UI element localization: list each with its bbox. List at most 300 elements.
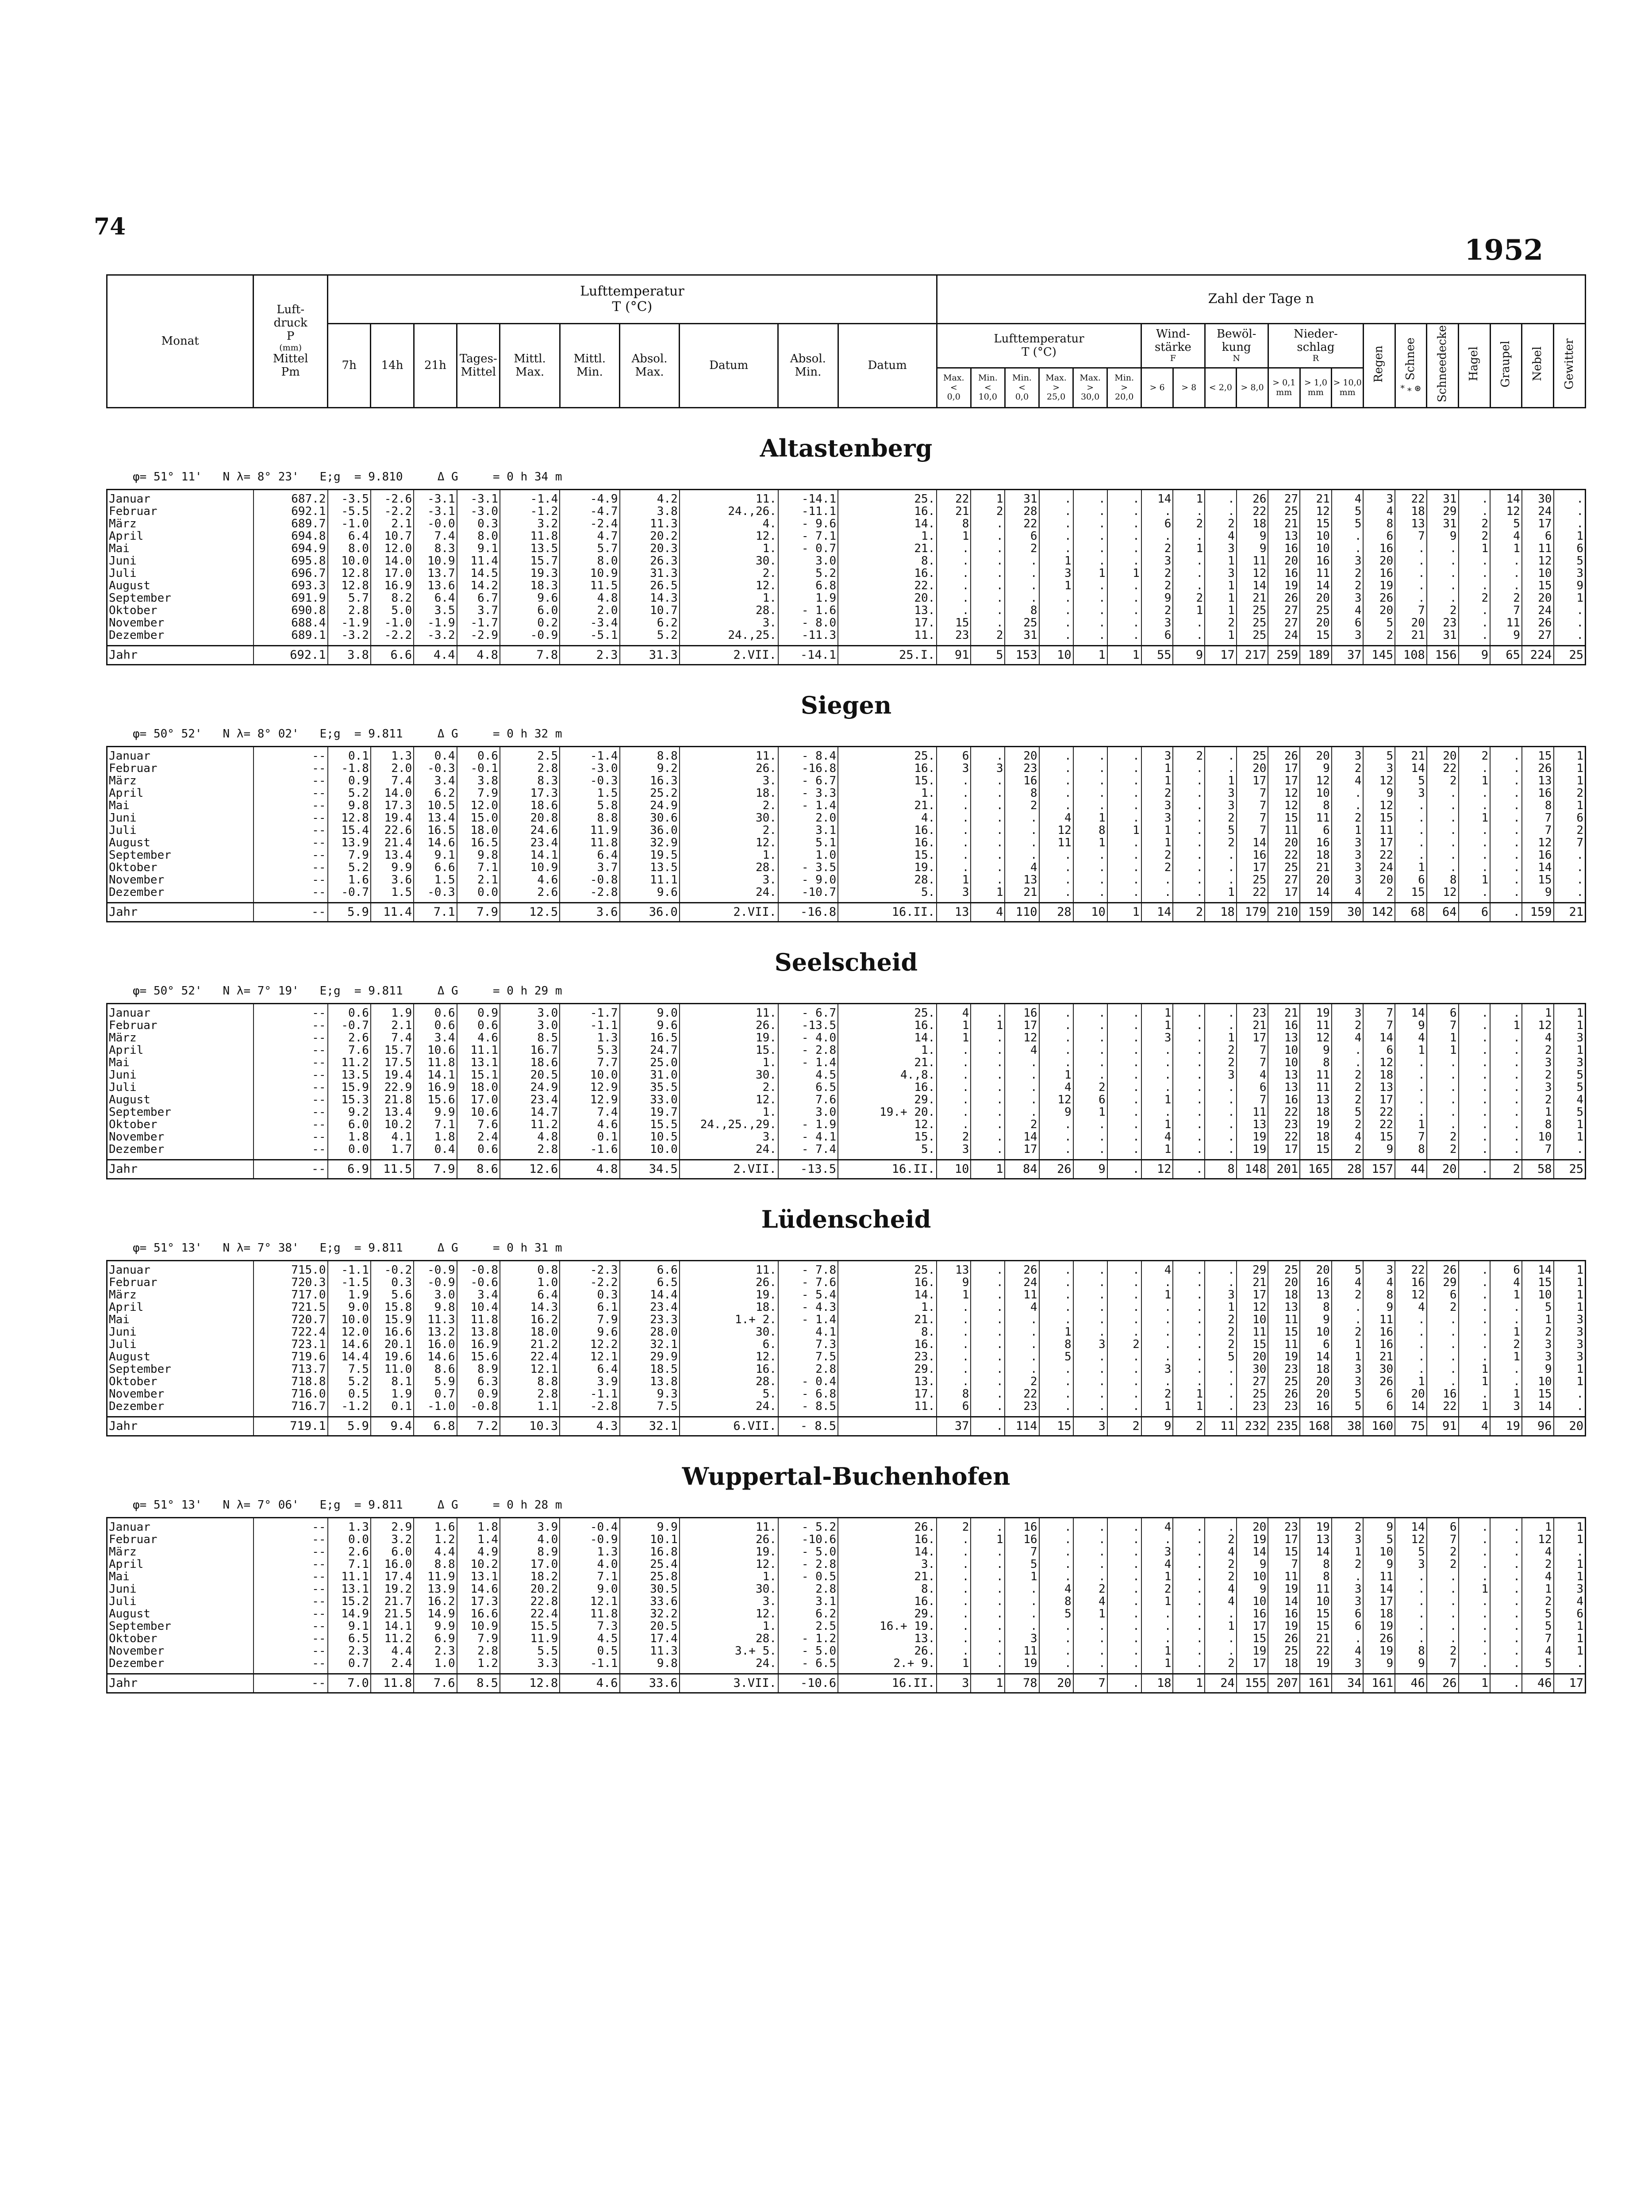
table-cell: 691.9 (254, 592, 328, 604)
table-cell: - 7.8 (778, 1261, 838, 1277)
table-cell: 1 (1554, 1632, 1586, 1645)
table-cell: 6.4 (560, 1363, 619, 1375)
table-cell: 11.9 (500, 1632, 560, 1645)
table-cell: 18 (1300, 1363, 1332, 1375)
table-cell: . (1005, 567, 1039, 580)
table-cell: 6 (1141, 518, 1173, 530)
table-cell: 4.1 (778, 1326, 838, 1338)
table-cell: 1 (1073, 1106, 1107, 1118)
year-label: Jahr (107, 1674, 254, 1693)
table-cell: 3 (1332, 837, 1364, 849)
table-cell: . (1039, 1261, 1073, 1277)
table-cell: 20 (1522, 592, 1554, 604)
table-cell: . (1073, 1313, 1107, 1326)
table-cell: 2 (1332, 1289, 1364, 1301)
table-cell: 19 (1268, 1620, 1300, 1632)
table-cell: 8 (1039, 1595, 1073, 1608)
table-cell: . (1459, 1019, 1491, 1032)
station-coordinates: φ= 50° 52' N λ= 7° 19' E;g = 9.811 Δ G = 0 h 29 m (133, 984, 562, 998)
station-coordinates: φ= 51° 13' N λ= 7° 38' E;g = 9.811 Δ G = 0 h 31 m (133, 1241, 562, 1255)
table-cell: 18. (680, 1301, 778, 1313)
table-cell: 26. (838, 1645, 937, 1657)
table-cell: . (1490, 1518, 1522, 1534)
table-cell: 1 (1141, 1289, 1173, 1301)
station-name: Altastenberg (760, 434, 933, 462)
table-cell: . (1395, 1608, 1427, 1620)
station-section (106, 434, 1586, 665)
table-cell: 26 (1268, 1632, 1300, 1645)
table-cell: 8 (1395, 1143, 1427, 1160)
table-cell: . (1107, 1518, 1141, 1534)
table-cell: 12 (1363, 775, 1395, 787)
table-cell: . (971, 1608, 1005, 1620)
table-cell: 1 (1554, 1571, 1586, 1583)
table-cell: . (1395, 1069, 1427, 1081)
table-cell: . (1554, 849, 1586, 861)
table-cell: . (1039, 1388, 1073, 1400)
table-cell: 5 (1363, 617, 1395, 629)
table-cell: - 3.3 (778, 787, 838, 799)
table-cell: 1 (1332, 1546, 1364, 1558)
table-cell: 17 (1237, 1289, 1268, 1301)
table-cell: 22.9 (371, 1081, 414, 1094)
table-cell: . (1107, 1261, 1141, 1277)
table-cell: 7.9 (457, 1632, 500, 1645)
table-cell: . (1332, 787, 1364, 799)
table-cell: 16 (1395, 1276, 1427, 1289)
table-cell: . (1107, 1400, 1141, 1417)
table-cell: 8 (1300, 1571, 1332, 1583)
table-cell: 1.3 (560, 1032, 619, 1044)
table-cell: 9.2 (328, 1106, 371, 1118)
table-cell: 5 (1522, 1620, 1554, 1632)
table-cell: 0.0 (457, 886, 500, 903)
table-cell: -4.9 (560, 490, 619, 506)
table-cell: 1.2 (457, 1657, 500, 1674)
table-cell: . (1173, 775, 1205, 787)
table-cell: 30 (1522, 490, 1554, 506)
month-name: Juli (107, 824, 254, 837)
table-cell: 155 (1237, 1674, 1268, 1693)
table-cell: 6 (1332, 1620, 1364, 1632)
table-cell: 0.6 (414, 1019, 457, 1032)
month-name: November (107, 1645, 254, 1657)
table-cell: . (1459, 1032, 1491, 1044)
table-cell: 11 (1300, 1583, 1332, 1595)
table-cell: 16 (1268, 1019, 1300, 1032)
table-cell: . (1459, 762, 1491, 775)
table-cell: 3 (1395, 1558, 1427, 1571)
table-cell: 1 (1459, 812, 1491, 824)
table-cell: 26 (1522, 617, 1554, 629)
table-cell: 20 (1300, 747, 1332, 763)
table-cell: 2.4 (457, 1131, 500, 1143)
table-cell: 13 (1268, 1069, 1300, 1081)
table-cell: . (1332, 1044, 1364, 1056)
table-cell: . (1459, 1261, 1491, 1277)
table-cell: 3.1 (778, 1595, 838, 1608)
table-cell: . (1205, 1004, 1237, 1020)
table-cell: . (1554, 629, 1586, 646)
table-cell: 9.8 (457, 849, 500, 861)
table-cell: . (1427, 1363, 1459, 1375)
table-cell: 6 (1459, 903, 1491, 922)
table-cell: . (1459, 849, 1491, 861)
table-cell: 17 (1237, 1657, 1268, 1674)
table-cell: 14.2 (457, 580, 500, 592)
table-cell: 1 (1107, 646, 1141, 665)
table-cell: 16.3 (620, 775, 680, 787)
table-cell: . (1395, 1583, 1427, 1595)
month-name: Juni (107, 1069, 254, 1081)
table-cell: 6.4 (560, 849, 619, 861)
table-cell: 1 (1490, 1326, 1522, 1338)
table-cell: . (1141, 1533, 1173, 1546)
table-cell: -- (254, 1533, 328, 1546)
table-cell: . (1395, 837, 1427, 849)
table-cell: . (1073, 1351, 1107, 1363)
table-cell: -- (254, 1044, 328, 1056)
table-cell: 8.8 (560, 812, 619, 824)
table-cell: 1 (1141, 1571, 1173, 1583)
table-cell: 21.7 (371, 1595, 414, 1608)
table-cell: 9 (1554, 580, 1586, 592)
table-cell: 3 (1141, 1363, 1173, 1375)
table-cell: 8 (1005, 604, 1039, 617)
table-cell: 6 (1332, 1608, 1364, 1620)
table-cell: 9.2 (620, 762, 680, 775)
table-cell: 11 (1300, 1069, 1332, 1081)
table-cell: 14.1 (414, 1069, 457, 1081)
table-cell: 14. (838, 518, 937, 530)
table-cell: . (1107, 1081, 1141, 1094)
table-cell: -- (254, 1143, 328, 1160)
table-cell: 20 (1395, 617, 1427, 629)
table-cell: . (1205, 1143, 1237, 1160)
table-cell: 18.6 (500, 1056, 560, 1069)
table-cell: 0.3 (560, 1289, 619, 1301)
month-row (107, 1632, 1586, 1645)
table-cell: -1.7 (457, 617, 500, 629)
table-cell: 16.+ 19. (838, 1620, 937, 1632)
table-cell: . (937, 787, 971, 799)
table-cell: . (1107, 1657, 1141, 1674)
table-cell: . (1107, 617, 1141, 629)
table-cell: 2 (937, 1131, 971, 1143)
column-header-table (106, 274, 1586, 408)
table-cell: 11. (838, 629, 937, 646)
table-cell: . (1332, 1632, 1364, 1645)
table-cell: . (1173, 1351, 1205, 1363)
table-cell: . (1039, 1118, 1073, 1131)
table-cell: 12.2 (560, 1338, 619, 1351)
table-cell: - 2.8 (778, 1558, 838, 1571)
table-cell: 14.1 (371, 1620, 414, 1632)
table-cell: 11. (680, 490, 778, 506)
month-row (107, 762, 1586, 775)
table-cell: 17 (1363, 1094, 1395, 1106)
table-cell: 3 (1332, 849, 1364, 861)
table-cell: 2 (1205, 812, 1237, 824)
table-cell: 7 (1395, 1131, 1427, 1143)
table-cell: . (1173, 861, 1205, 874)
table-cell: -- (254, 1632, 328, 1645)
table-cell: -5.1 (560, 629, 619, 646)
table-cell: . (1490, 1571, 1522, 1583)
table-cell: 15 (1395, 886, 1427, 903)
table-cell: 14 (1300, 580, 1332, 592)
table-cell: . (1490, 1069, 1522, 1081)
table-cell: . (1554, 604, 1586, 617)
table-cell: - 6.7 (778, 775, 838, 787)
table-cell: 28. (838, 874, 937, 886)
header-14h: 14h (371, 324, 414, 408)
table-cell: 28. (680, 1632, 778, 1645)
table-cell: 16.9 (457, 1338, 500, 1351)
table-cell: . (1173, 849, 1205, 861)
header-lt-col: Min. > 20,0 (1107, 368, 1141, 408)
table-cell: 11.1 (620, 874, 680, 886)
table-cell: 21.2 (500, 1338, 560, 1351)
table-cell: 4.6 (457, 1032, 500, 1044)
table-cell: . (1073, 1143, 1107, 1160)
table-cell: . (1107, 1313, 1141, 1326)
table-cell: 1.1 (500, 1400, 560, 1417)
table-cell: . (971, 1583, 1005, 1595)
table-cell: -13.5 (778, 1160, 838, 1179)
table-cell: 24 (1522, 505, 1554, 518)
table-cell: 165 (1300, 1160, 1332, 1179)
table-cell: 719.1 (254, 1417, 328, 1436)
month-name: Mai (107, 1313, 254, 1326)
table-cell: - 5.2 (778, 1518, 838, 1534)
table-cell: . (1173, 580, 1205, 592)
table-cell: . (1005, 580, 1039, 592)
station-name: Siegen (800, 691, 892, 719)
table-cell: 2 (1205, 1313, 1237, 1326)
table-cell: . (971, 1595, 1005, 1608)
table-cell: 2 (1173, 1417, 1205, 1436)
table-cell: . (1205, 1019, 1237, 1032)
table-cell: 5.2 (620, 629, 680, 646)
table-cell: 6.0 (371, 1546, 414, 1558)
table-cell: . (1173, 1558, 1205, 1571)
table-cell: 14 (1005, 1131, 1039, 1143)
table-cell: 16. (838, 762, 937, 775)
table-cell: . (1073, 629, 1107, 646)
table-cell: 1 (1039, 580, 1073, 592)
table-cell: . (1107, 799, 1141, 812)
month-name: Oktober (107, 1375, 254, 1388)
table-cell: 9.0 (560, 1583, 619, 1595)
table-cell: 22.6 (371, 824, 414, 837)
month-name: August (107, 837, 254, 849)
table-cell: 2.6 (500, 886, 560, 903)
header-wind-col: > 8 (1173, 368, 1205, 408)
table-cell: 0.6 (457, 1019, 500, 1032)
table-cell: 1 (1141, 1118, 1173, 1131)
table-cell: 14 (1363, 1032, 1395, 1044)
table-cell: . (1490, 1620, 1522, 1632)
table-cell: . (1107, 1094, 1141, 1106)
table-cell: 7 (1237, 787, 1268, 799)
table-cell: 9 (1395, 1019, 1427, 1032)
table-cell: 3 (1332, 1363, 1364, 1375)
table-cell: -- (254, 1160, 328, 1179)
month-row (107, 1595, 1586, 1608)
table-cell: . (1173, 1160, 1205, 1179)
table-cell: 1 (1554, 1518, 1586, 1534)
table-cell: 18.0 (457, 824, 500, 837)
table-cell: 17 (1522, 518, 1554, 530)
table-cell: 695.8 (254, 555, 328, 567)
table-cell: 3 (1395, 787, 1427, 799)
table-cell: 11.8 (371, 1674, 414, 1693)
table-cell: 15 (1300, 518, 1332, 530)
page-number: 74 (94, 213, 126, 240)
table-cell: 6.9 (328, 1160, 371, 1179)
table-cell: . (937, 861, 971, 874)
table-cell: 687.2 (254, 490, 328, 506)
table-cell: 26 (1268, 1388, 1300, 1400)
table-cell: . (1395, 1081, 1427, 1094)
table-cell: 84 (1005, 1160, 1039, 1179)
table-cell: . (1039, 1546, 1073, 1558)
table-cell: 18 (1205, 903, 1237, 922)
table-cell: 25. (838, 490, 937, 506)
table-cell: . (1173, 1081, 1205, 1094)
table-cell: 25.4 (620, 1558, 680, 1571)
table-cell: 17.0 (457, 1094, 500, 1106)
table-cell: 5 (1554, 555, 1586, 567)
table-cell: 3.0 (500, 1019, 560, 1032)
table-cell: 7.8 (500, 646, 560, 665)
table-cell: 19. (680, 1032, 778, 1044)
table-cell: 3 (1332, 1004, 1364, 1020)
table-cell: 1 (1073, 837, 1107, 849)
table-cell: 7 (1363, 1019, 1395, 1032)
table-cell: . (1107, 1571, 1141, 1583)
table-cell: 4 (1332, 1276, 1364, 1289)
table-cell: 3.0 (414, 1289, 457, 1301)
table-cell: 2 (1427, 1131, 1459, 1143)
header-tagesmittel: Tages- Mittel (457, 324, 500, 408)
table-cell: -1.1 (560, 1019, 619, 1032)
table-cell: 12 (1268, 799, 1300, 812)
table-cell: 23.4 (500, 1094, 560, 1106)
month-name: Mai (107, 1571, 254, 1583)
table-cell: . (1459, 824, 1491, 837)
month-row (107, 1326, 1586, 1338)
table-cell: 18 (1268, 1289, 1300, 1301)
table-cell: 8.3 (500, 775, 560, 787)
table-cell: 1 (1554, 747, 1586, 763)
table-cell: . (1554, 1143, 1586, 1160)
month-row (107, 1363, 1586, 1375)
table-cell: 13. (838, 1632, 937, 1645)
table-cell: -- (254, 1056, 328, 1069)
table-cell: 22.4 (500, 1351, 560, 1363)
table-cell: 1 (1459, 542, 1491, 555)
table-cell: 14.9 (328, 1608, 371, 1620)
table-cell: -1.1 (560, 1657, 619, 1674)
table-cell: 1. (680, 1620, 778, 1632)
table-cell: 65 (1490, 646, 1522, 665)
table-cell: 3. (680, 617, 778, 629)
table-cell: 4 (1332, 490, 1364, 506)
table-cell: 6.3 (457, 1375, 500, 1388)
table-cell: -0.3 (560, 775, 619, 787)
month-name: November (107, 874, 254, 886)
table-cell: . (1490, 1044, 1522, 1056)
table-cell: 2 (1205, 518, 1237, 530)
table-cell: . (1490, 1608, 1522, 1620)
table-cell: . (971, 1056, 1005, 1069)
table-cell: . (1107, 505, 1141, 518)
table-cell: 1 (1554, 1004, 1586, 1020)
table-cell: 16. (838, 1081, 937, 1094)
table-cell: 5 (1332, 1400, 1364, 1417)
table-cell: 11 (1522, 542, 1554, 555)
table-cell: 2 (1459, 592, 1491, 604)
table-cell: 2 (1332, 812, 1364, 824)
station-data-table (106, 746, 1586, 922)
table-cell: 2 (1459, 518, 1491, 530)
table-cell: . (971, 1301, 1005, 1313)
table-cell: -2.2 (371, 629, 414, 646)
table-cell: . (971, 775, 1005, 787)
table-cell: 25. (838, 1004, 937, 1020)
table-cell: 19.4 (371, 1069, 414, 1081)
table-cell: . (1395, 1094, 1427, 1106)
table-cell: 3.8 (620, 505, 680, 518)
table-cell: 12. (680, 1608, 778, 1620)
station-coordinates: φ= 51° 11' N λ= 8° 23' E;g = 9.810 Δ G = 0 h 34 m (133, 470, 562, 484)
table-cell: 23 (1268, 1518, 1300, 1534)
table-cell: 6 (1363, 1388, 1395, 1400)
table-cell: -- (254, 1657, 328, 1674)
table-cell: . (1073, 1388, 1107, 1400)
table-cell: 6. (680, 1338, 778, 1351)
month-name: April (107, 530, 254, 542)
table-cell: -- (254, 837, 328, 849)
table-cell: . (1427, 1632, 1459, 1645)
table-cell: 5 (1363, 1533, 1395, 1546)
table-cell: 16 (1005, 1533, 1039, 1546)
table-cell: 114 (1005, 1417, 1039, 1436)
table-cell: 26. (680, 1276, 778, 1289)
table-cell: 201 (1268, 1160, 1300, 1179)
table-cell: . (1173, 886, 1205, 903)
table-cell: 2 (1522, 1069, 1554, 1081)
table-cell: 7.9 (560, 1313, 619, 1326)
table-cell: 6.5 (778, 1081, 838, 1094)
table-cell: . (1459, 1620, 1491, 1632)
table-cell: . (1107, 1276, 1141, 1289)
table-cell: 6 (1522, 530, 1554, 542)
table-cell: . (1395, 849, 1427, 861)
table-cell: 15 (1268, 1326, 1300, 1338)
table-cell: 2 (1005, 1118, 1039, 1131)
month-row (107, 1056, 1586, 1069)
table-cell: 14. (838, 1289, 937, 1301)
table-cell: . (1205, 1608, 1237, 1620)
table-cell: 17.0 (371, 567, 414, 580)
table-cell: 36.0 (620, 903, 680, 922)
table-cell: . (1039, 762, 1073, 775)
table-cell: 25. (838, 1261, 937, 1277)
table-cell: 24 (1205, 1674, 1237, 1693)
